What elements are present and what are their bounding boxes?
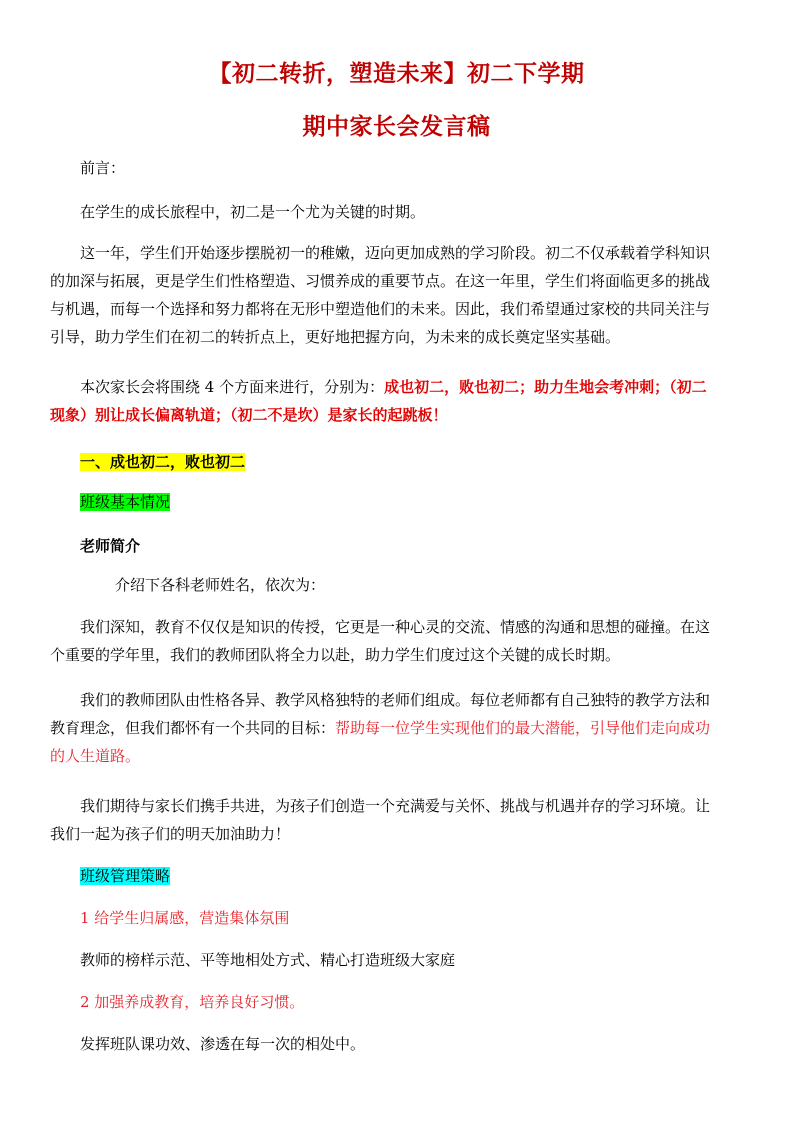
teacher-team-paragraph [50,686,748,770]
education-paragraph-line: 我们深知，教育不仅仅是知识的传授，它更是一种心灵的交流、情感的沟通和思想的碰撞。在这 [80,618,711,636]
strategy-1-text: 教师的榜样示范、平等地相处方式、精心打造班级大家庭 [80,951,456,969]
document-title-line1: 【初二转折，塑造未来】初二下学期 [208,61,585,87]
teacher-team-goal: 帮助每一位学生实现他们的最大潜能，引导他们走向成功 [335,719,711,737]
strategy-label-text: 班级管理策略 [80,867,171,885]
document-title-line2: 期中家长会发言稿 [302,114,491,140]
teacher-team-line: 我们的教师团队由性格各异、教学风格独特的老师们组成。每位老师都有自己独特的教学方法和 [80,691,711,709]
class-info-label [80,488,748,516]
section-1-heading-text: 一、成也初二，败也初二 [80,453,246,471]
teacher-team-goal-intro: 教育理念，但我们都怀有一个共同的目标： [50,719,336,737]
partnership-paragraph [50,792,748,848]
preface-paragraph-2 [50,239,748,351]
section-1-heading [80,448,748,476]
strategy-1-title: 1 给学生归属感，营造集体氛围 [80,909,290,927]
preface-paragraph-2-line: 的加深与拓展，更是学生们性格塑造、习惯养成的重要节点。在这一年里，学生们将面临更多的挑战 [50,272,711,290]
preface-paragraph-2-line: 引导，助力学生们在初二的转折点上，更好地把握方向，为未来的成长奠定坚实基础。 [50,328,621,346]
education-paragraph [50,613,748,669]
teacher-intro-text: 介绍下各科老师姓名，依次为： [115,576,326,594]
teacher-team-goal-cont: 的人生道路。 [50,747,141,765]
education-paragraph-line: 个重要的学年里，我们的教师团队将全力以赴，助力学生们度过这个关键的成长时期。 [50,646,621,664]
strategy-label [80,862,748,890]
preface-paragraph-2-line: 与机遇，而每一个选择和努力都将在无形中塑造他们的未来。因此，我们希望通过家校的共同关注与 [50,300,711,318]
preface-paragraph-1: 在学生的成长旅程中，初二是一个尤为关键的时期。 [80,203,426,221]
partnership-line: 我们期待与家长们携手共进，为孩子们创造一个充满爱与关怀、挑战与机遇并存的学习环境。让 [80,797,711,815]
strategy-2-title: 2 加强养成教育，培养良好习惯。 [80,993,305,1011]
partnership-line: 我们一起为孩子们的明天加油助力！ [50,825,291,843]
preface-paragraph-2-line: 这一年，学生们开始逐步摆脱初一的稚嫩，迈向更加成熟的学习阶段。初二不仅承载着学科知识 [80,244,711,262]
preface-label: 前言： [80,159,126,177]
agenda-intro-text: 本次家长会将围绕 4 个方面来进行，分别为： [80,378,385,396]
agenda-items-highlight: 成也初二，败也初二；助力生地会考冲刺；（初二 [384,378,707,396]
teacher-intro-label: 老师简介 [80,537,141,555]
preface-paragraph-3 [50,373,748,429]
class-info-label-text: 班级基本情况 [80,493,171,511]
agenda-items-highlight-cont: 现象）别让成长偏离轨道；（初二不是坎）是家长的起跳板！ [50,406,448,424]
strategy-2-text: 发挥班队课功效、渗透在每一次的相处中。 [80,1035,366,1053]
